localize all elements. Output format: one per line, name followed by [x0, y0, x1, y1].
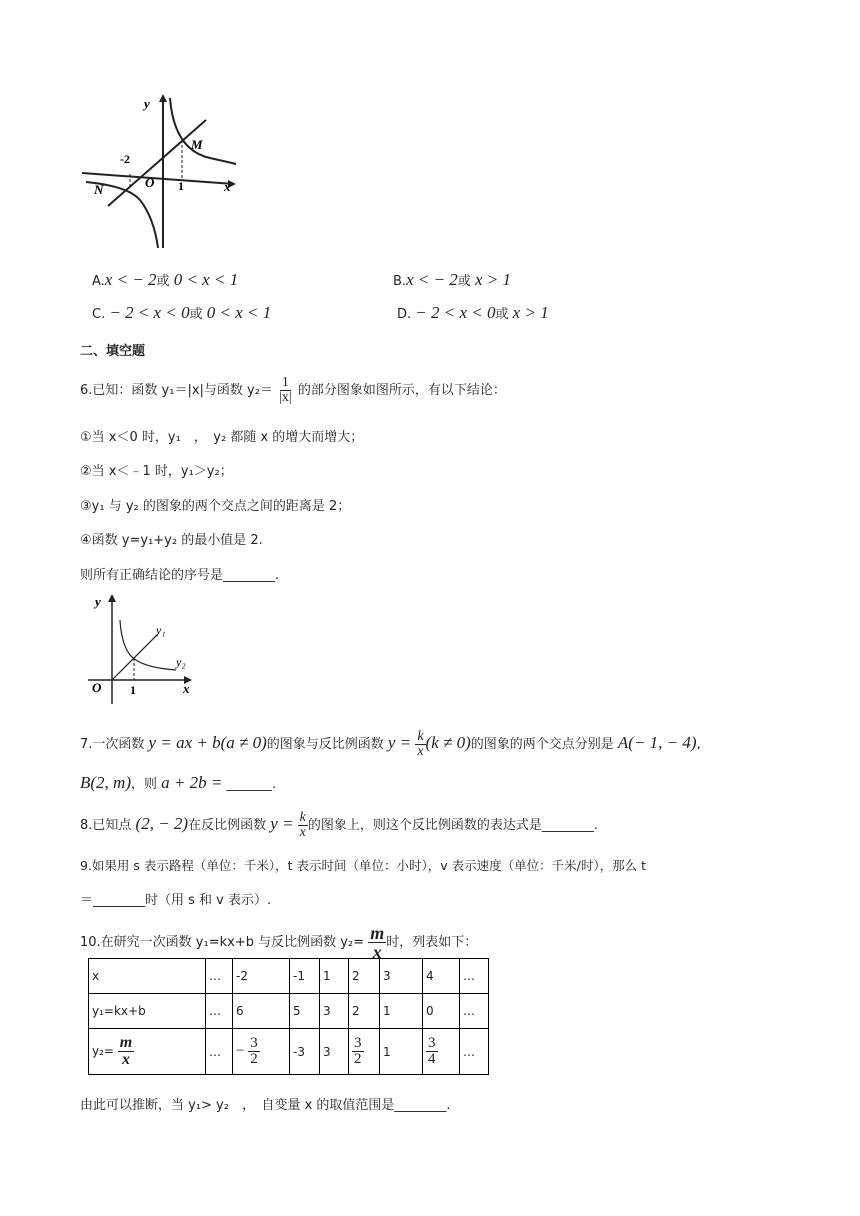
q6-question: 则所有正确结论的序号是________.	[80, 568, 280, 583]
q6-conclusion-1: ①当 x＜0 时，y₁ ， y₂ 都随 x 的增大而增大；	[80, 430, 364, 445]
table-cell: y₁=kx+b	[89, 994, 206, 1029]
table-cell	[423, 1029, 460, 1075]
table-cell: 0	[423, 994, 460, 1029]
q6-stem: 6.已知：函数 y₁＝|x|与函数 y₂＝ $\frac{1}{|x|}$ 的部分图象如图所示，有以下结论：	[80, 375, 506, 405]
q5-option-c[interactable]: C. − 2 < x < 0或 0 < x < 1	[92, 303, 272, 322]
table-cell	[349, 1029, 380, 1075]
cell-fraction: $\frac{3}{4}$	[428, 1035, 436, 1067]
table-row	[89, 1029, 489, 1075]
table-row	[89, 959, 489, 994]
fig2-label-x: x	[183, 681, 190, 696]
fig1-hyperbola-branch-1	[170, 98, 236, 164]
fig2-label-y: y	[95, 594, 101, 609]
q5-option-d[interactable]: D. − 2 < x < 0或 x > 1	[397, 303, 549, 322]
table-cell: 3	[320, 1029, 349, 1075]
q6-conclusion-4: ④函数 y=y₁+y₂ 的最小值是 2.	[80, 533, 263, 548]
table-cell: -3	[290, 1029, 320, 1075]
fig2-label-o: O	[92, 680, 102, 695]
fig1-label-o: O	[145, 175, 155, 190]
q8-fraction: $\frac{k}{x}$	[299, 810, 306, 840]
table-cell: 1	[380, 994, 423, 1029]
fig1-x-axis	[82, 173, 234, 184]
q7-fraction: $\frac{k}{x}$	[417, 729, 424, 759]
q5-option-b[interactable]: B.x < − 2或 x > 1	[393, 270, 511, 289]
table-cell: 2	[349, 994, 380, 1029]
table-cell: x	[89, 959, 206, 994]
fig1-y-arrow	[159, 94, 167, 102]
q10-table	[88, 958, 489, 1075]
table-cell: 4	[423, 959, 460, 994]
q9-line-2: ＝________时（用 s 和 v 表示）.	[80, 893, 272, 908]
table-cell: …	[206, 1029, 233, 1075]
table-cell: …	[460, 994, 489, 1029]
table-cell: − $\frac{3}{2}$	[233, 1029, 290, 1075]
fig2-y1-line	[112, 634, 158, 680]
figure-1-graph	[78, 88, 248, 258]
cell-fraction: $\frac{3}{2}$	[250, 1035, 258, 1067]
table-cell: y₂= $\frac{m}{x}$	[89, 1029, 206, 1075]
table-cell: 1	[380, 1029, 423, 1075]
fig2-label-y1: y₁	[156, 623, 166, 637]
q6-conclusion-2: ②当 x＜﹣1 时，y₁＞y₂；	[80, 464, 233, 479]
row3-fraction: $\frac{m}{x}$	[119, 1034, 133, 1068]
q10-stem: 10.在研究一次函数 y₁=kx+b 与反比例函数 y₂= $\frac{m}{x}$ 时，列表如下：	[80, 923, 478, 962]
table-cell: 3	[320, 994, 349, 1029]
table-cell: …	[460, 1029, 489, 1075]
q6-fraction: $\frac{1}{|x|}$	[279, 375, 292, 405]
fig2-y-arrow	[108, 594, 116, 602]
q10-conclusion: 由此可以推断，当 y₁> y₂ ， 自变量 x 的取值范围是________.	[80, 1098, 451, 1113]
q10-fraction: $\frac{m}{x}$	[370, 923, 385, 962]
figure-2-graph	[84, 586, 204, 706]
table-cell: 1	[320, 959, 349, 994]
table-cell: -2	[233, 959, 290, 994]
table-cell: …	[206, 959, 233, 994]
q6-conclusion-3: ③y₁ 与 y₂ 的图象的两个交点之间的距离是 2；	[80, 499, 351, 514]
fig2-y2-curve	[120, 620, 176, 670]
fig2-label-one: 1	[130, 683, 136, 697]
q5-option-a[interactable]: A.x < − 2或 0 < x < 1	[92, 270, 239, 289]
table-row	[89, 994, 489, 1029]
section-title: 二、填空题	[80, 344, 146, 359]
table-cell: …	[460, 959, 489, 994]
fig1-label-neg2: -2	[120, 152, 130, 166]
q9-line-1: 9.如果用 s 表示路程（单位：千米），t 表示时间（单位：小时），v 表示速度（单位：千米/时），那么 t	[80, 858, 646, 873]
table-cell: 3	[380, 959, 423, 994]
table-cell: -1	[290, 959, 320, 994]
table-cell: 5	[290, 994, 320, 1029]
fig1-label-one: 1	[178, 179, 184, 193]
table-cell: …	[206, 994, 233, 1029]
q7-line-1: 7.一次函数 y = ax + b(a ≠ 0)的图象与反比例函数 y = $\frac{k}{x}$ (k ≠ 0)的图象的两个交点分别是 A(− 1, − 4),	[80, 729, 701, 759]
table-cell: 6	[233, 994, 290, 1029]
table-cell: 2	[349, 959, 380, 994]
fig1-label-m: M	[191, 137, 203, 152]
q8-stem: 8.已知点 (2, − 2)在反比例函数 y = $\frac{k}{x}$ 的图象上，则这个反比例函数的表达式是________.	[80, 810, 599, 840]
q7-line-2: B(2, m)，则 a + 2b = _______.	[80, 773, 277, 792]
cell-fraction: $\frac{3}{2}$	[354, 1035, 362, 1067]
fig1-label-x: x	[224, 179, 231, 194]
fig2-label-y2: y₂	[176, 655, 186, 669]
fig1-label-y: y	[144, 96, 150, 111]
fig1-label-n: N	[94, 182, 104, 197]
